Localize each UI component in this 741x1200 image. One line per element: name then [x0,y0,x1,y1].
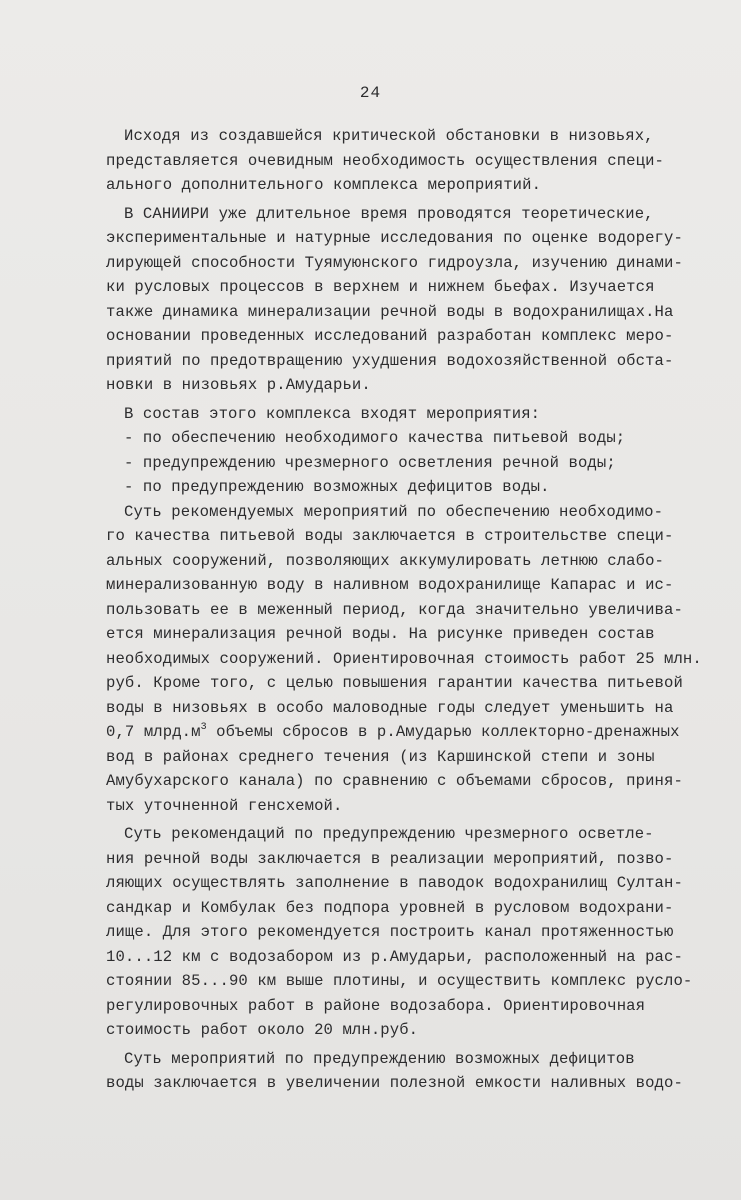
text-line: руб. Кроме того, с целью повышения гарантии качества питьевой [106,674,683,692]
text-line: стоянии 85...90 км выше плотины, и осуществить комплекс русло- [106,972,693,990]
document-body [106,124,702,1096]
text-line: пользовать ее в меженный период, когда значительно увеличива- [106,600,683,619]
text-line: новки в низовьях р.Амударьи. [106,376,371,394]
text-line: стоимость работ около 20 млн.руб. [106,1021,419,1039]
text-line: приятий по предотвращению ухудшения водохозяйственной обста- [106,351,674,370]
text-line: вод в районах среднего течения (из Каршинской степи и зоны [106,747,655,766]
text-line: Амубухарского канала) по сравнению с объемами сбросов, приня- [106,772,683,790]
text-line: В состав этого комплекса входят мероприятия: [124,404,541,423]
list-item: - по предупреждению возможных дефицитов воды. [124,478,550,496]
text-line: ального дополнительного комплекса мероприятий. [106,176,542,194]
text-line: Исходя из создавшейся критической обстановки в низовьях, [124,127,654,145]
text-fragment: 0,7 млрд.м [106,723,201,741]
text-line: ляющих осуществлять заполнение в паводок водохранилищ Султан- [106,874,683,892]
text-line: тых уточненной генсхемой. [106,796,343,815]
text-line: минерализованную воду в наливном водохранилище Капарас и ис- [106,576,674,594]
text-line: 10...12 км с водозабором из р.Амударьи, расположенный на рас- [106,947,683,966]
text-line: ния речной воды заключается в реализации мероприятий, позво- [106,849,674,868]
text-line: воды в низовьях в особо маловодные годы следует уменьшить на [106,698,674,717]
text-line: также динамика минерализации речной воды в водохранилищах.На [106,302,674,321]
paragraph-5 [106,822,693,1043]
text-line: сандкар и Комбулак без подпора уровней в русловом водохрани- [106,898,674,917]
text-line: лирующей способности Туямуюнского гидроузла, изучению динами- [106,253,683,272]
paragraph-2 [106,202,683,398]
text-line: основании проведенных исследований разработан комплекс меро- [106,327,674,345]
measures-list [106,426,666,500]
text-line: В САНИИРИ уже длительное время проводятся теоретические, [124,204,654,223]
text-line: представляется очевидным необходимость осуществления специ- [106,151,665,170]
text-line: альных сооружений, позволяющих аккумулировать летнюю слабо- [106,551,665,570]
paragraph-6 [106,1047,683,1096]
text-line: Суть рекомендаций по предупреждению чрезмерного осветле- [124,825,654,843]
text-line: ется минерализация речной воды. На рисунке приведен состав [106,625,655,643]
paragraph-3 [106,402,666,427]
superscript: 3 [200,722,207,733]
page-number: 24 [359,84,382,102]
paragraph-1 [106,124,666,198]
text-fragment: объемы сбросов в р.Амударью коллекторно-дренажных [206,723,680,741]
paragraph-4 [106,500,702,819]
text-line: регулировочных работ в районе водозабора. Ориентировочная [106,996,646,1015]
text-line: воды заключается в увеличении полезной емкости наливных водо- [106,1074,683,1092]
text-line: экспериментальные и натурные исследования по оценке водорегу- [106,229,683,247]
text-line: необходимых сооружений. Ориентировочная стоимость работ 25 млн. [106,649,702,668]
text-line: лище. Для этого рекомендуется построить канал протяженностью [106,923,674,941]
text-line-with-superscript [106,720,680,745]
list-item: - по обеспечению необходимого качества питьевой воды; [124,429,626,447]
list-item: - предупреждению чрезмерного осветления речной воды; [124,453,616,472]
text-line: го качества питьевой воды заключается в строительстве специ- [106,527,674,545]
text-line: Суть рекомендуемых мероприятий по обеспечению необходимо- [124,502,664,521]
text-line: Суть мероприятий по предупреждению возможных дефицитов [124,1049,635,1068]
text-line: ки русловых процессов в верхнем и нижнем бьефах. Изучается [106,278,655,296]
